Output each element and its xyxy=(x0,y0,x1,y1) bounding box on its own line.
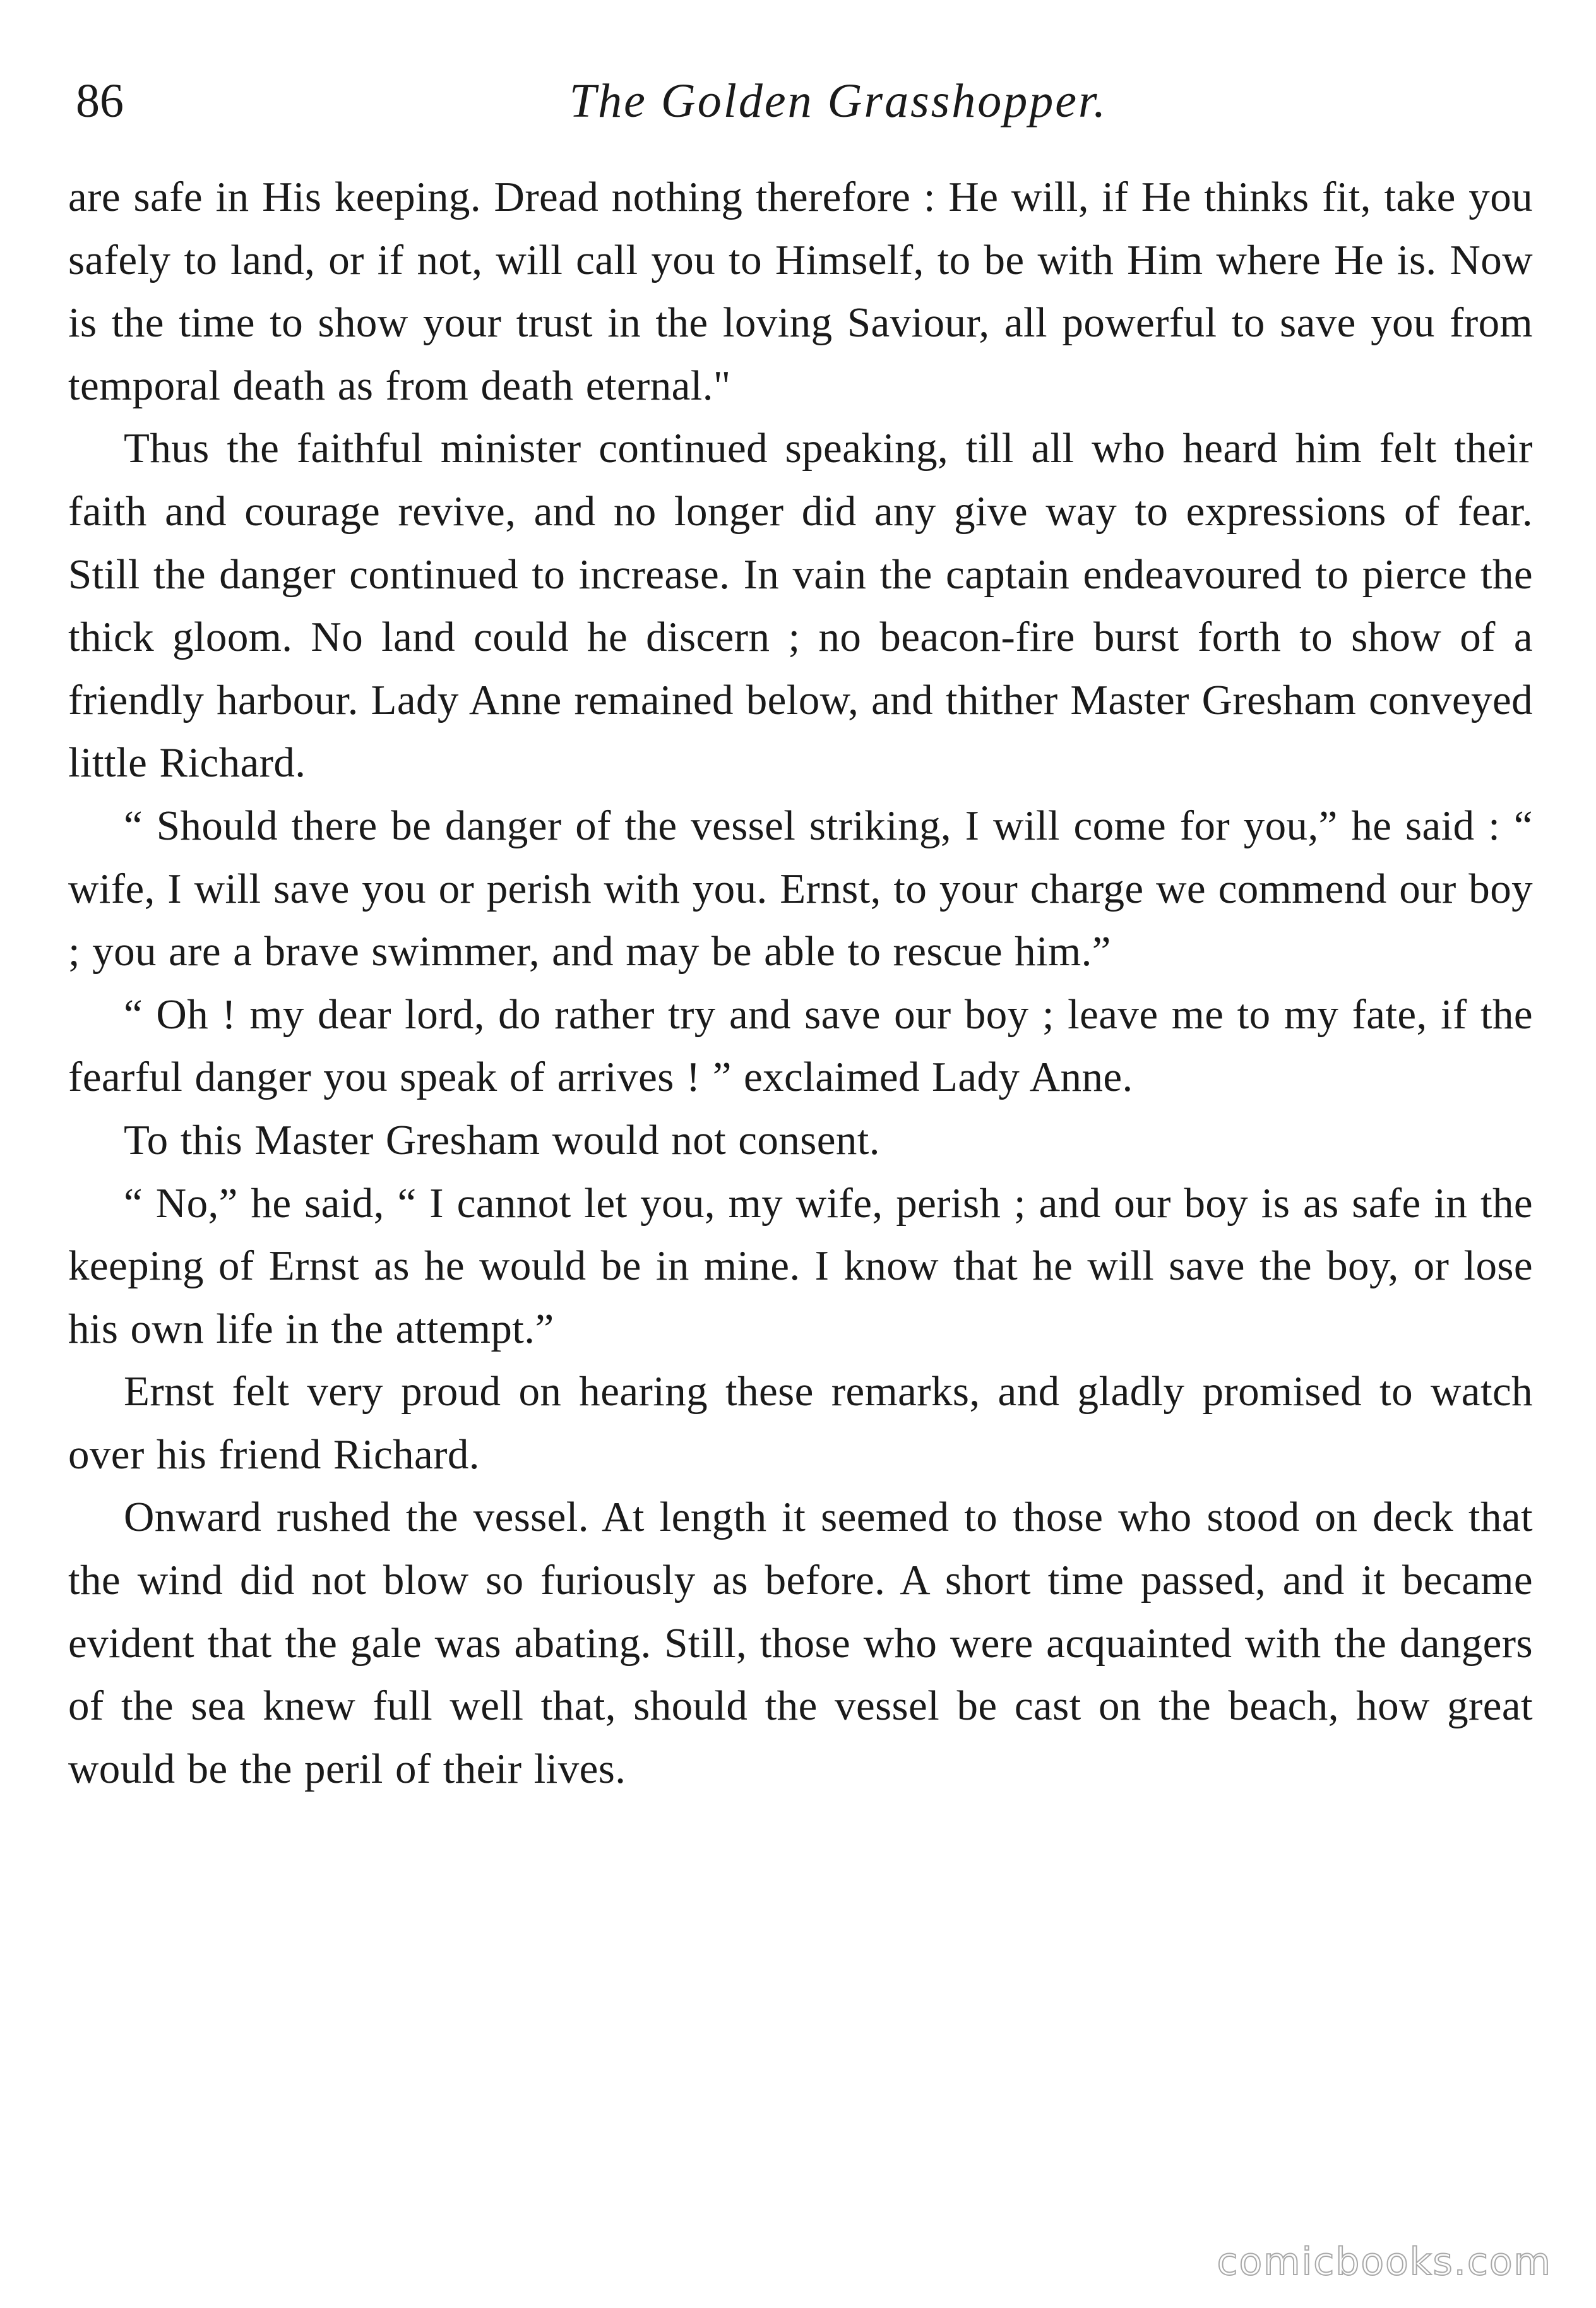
paragraph: “ Should there be danger of the vessel striking, I will come for you,” he said : “ wife, I will save you or perish with you. Ernst, to your charge we commend our boy ; you are a brave swimmer, and may be able to rescue him.” xyxy=(68,802,1533,975)
watermark: comicbooks.com xyxy=(1217,2240,1552,2284)
paragraph: Onward rushed the vessel. At length it seemed to those who stood on deck that the wind did not blow so furiously as before. A short time passed, and it became evident that the gale was abating. Still, those who were acquainted with the dangers of the sea knew full well that, should the vessel be cast on the beach, how great would be the peril of their lives. xyxy=(68,1494,1533,1792)
paragraph: Ernst felt very proud on hearing these remarks, and gladly promised to watch over his friend Richard. xyxy=(68,1368,1533,1478)
running-title: The Golden Grasshopper. xyxy=(569,74,1108,128)
page-number: 86 xyxy=(76,74,124,128)
paragraph: To this Master Gresham would not consent. xyxy=(124,1116,880,1163)
paragraph: “ No,” he said, “ I cannot let you, my wife, perish ; and our boy is as safe in the keeping of Ernst as he would be in mine. I know that he will save the boy, or lose his own life in the attempt.” xyxy=(68,1179,1533,1352)
paragraph: “ Oh ! my dear lord, do rather try and save our boy ; leave me to my fate, if the fearful danger you speak of arrives ! ” exclaimed Lady Anne. xyxy=(68,990,1533,1101)
paragraph: are safe in His keeping. Dread nothing therefore : He will, if He thinks fit, take you safely to land, or if not, will call you to Himself, to be with Him where He is. Now is the time to show your trust in the loving Saviour, all powerful to save you from temporal death as from death eternal." xyxy=(68,174,1533,409)
book-page xyxy=(68,60,1533,1800)
page-header xyxy=(68,60,1533,142)
paragraph: Thus the faithful minister continued speaking, till all who heard him felt their faith and courage revive, and no longer did any give way to expressions of fear. Still the danger continued to increase. In vain the captain endeavoured to pierce the thick gloom. No land could he discern ; no beacon-fire burst forth to show of a friendly harbour. Lady Anne remained below, and thither Master Gresham conveyed little Richard. xyxy=(68,425,1533,787)
body-text xyxy=(68,166,1533,1800)
